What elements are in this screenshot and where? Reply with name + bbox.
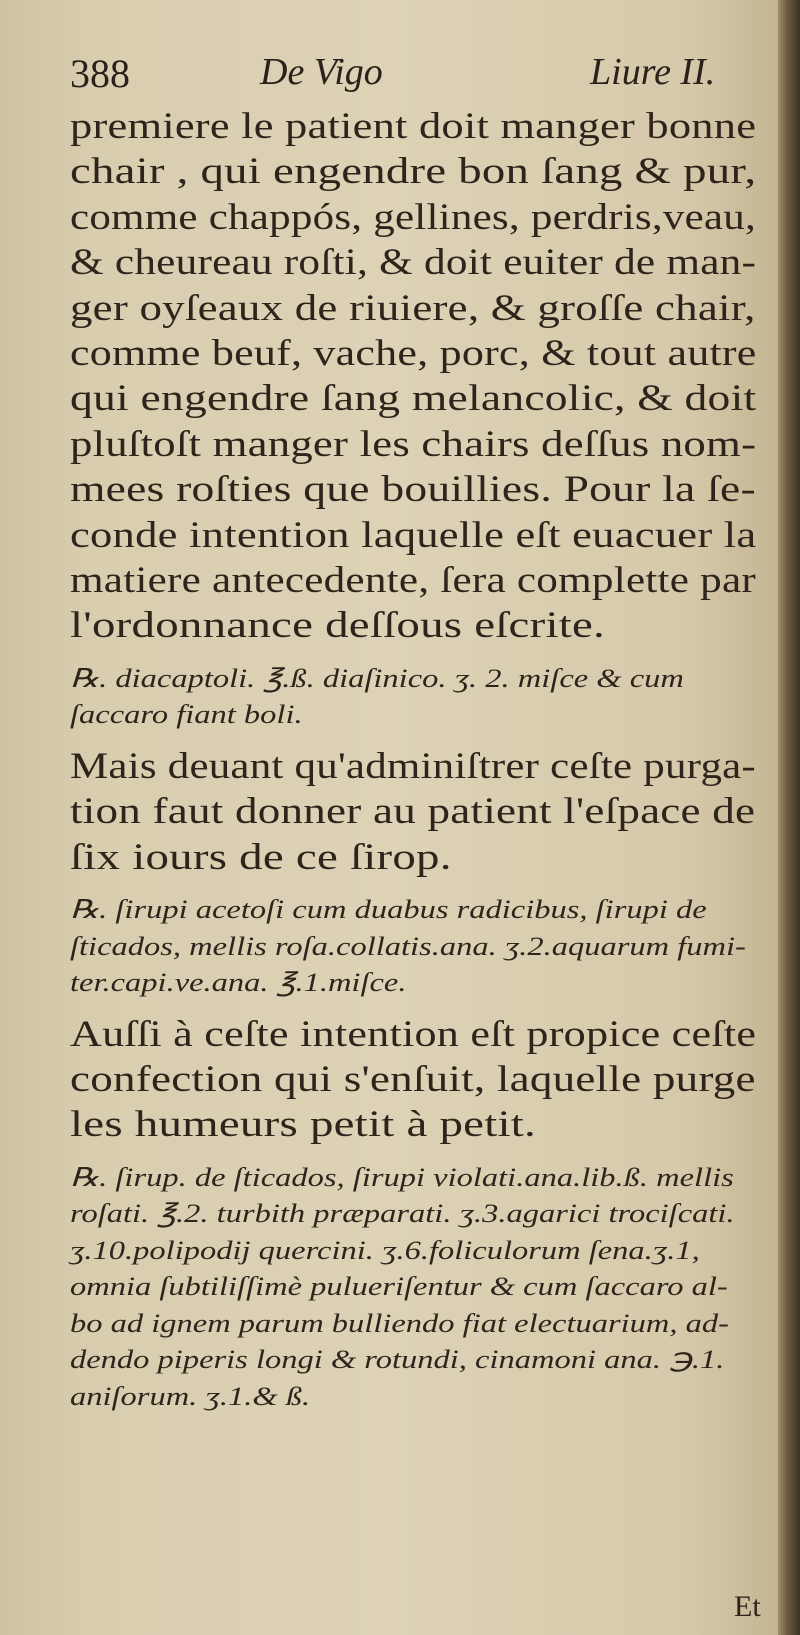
running-title: De Vigo — [260, 51, 383, 93]
text-line: comme chappós, gellines, perdris,veau, — [70, 196, 756, 238]
recipe-line: aniſorum. ʒ.1.& ß. — [70, 1381, 311, 1411]
recipe-line: ʒ.10.polipodij quercini. ʒ.6.foliculorum ſena.ʒ.1, — [70, 1235, 700, 1265]
text-line: tion faut donner au patient l'eſpace de — [70, 791, 756, 833]
text-line: l'ordonnance deſſous eſcrite. — [70, 605, 606, 647]
text-line: Auſſi à ceſte intention eſt propice ceſte — [70, 1013, 757, 1055]
recipe-line: ℞. ſirupi acetoſi cum duabus radicibus, ſirupi de — [70, 895, 707, 925]
recipe-line: ℞. diacaptoli. ℥.ß. diaſinico. ʒ. 2. miſce & cum — [70, 663, 684, 693]
catchword: Et — [734, 1590, 761, 1623]
text-line: premiere le patient doit manger bonne — [70, 106, 757, 147]
text-line: ger oyſeaux de riuiere, & groſſe chair, — [70, 287, 756, 329]
text-line: confection qui s'enſuit, laquelle purge — [70, 1059, 756, 1100]
text-line: les humeurs petit à petit. — [70, 1104, 537, 1146]
book-gutter — [778, 0, 800, 1635]
text-line: conde intention laquelle eſt euacuer la — [70, 514, 757, 556]
text-line: matiere antecedente, ſera complette par — [70, 560, 756, 602]
recipe-line: ℞. ſirup. de ſticados, ſirupi violati.ana.lib.ß. mellis — [70, 1162, 734, 1192]
recipe-line: ſaccaro fiant boli. — [70, 700, 303, 730]
text-line: ſix iours de ce ſirop. — [70, 836, 452, 878]
body-text — [70, 104, 760, 1415]
recipe-line: ter.capi.ve.ana. ℥.1.miſce. — [70, 968, 407, 998]
text-line: chair , qui engendre bon ſang & pur, — [70, 151, 757, 193]
recipe-line: bo ad ignem parum bulliendo fiat electuarium, ad- — [70, 1308, 729, 1338]
book-number: Liure II. — [590, 51, 716, 93]
recipe-line: omnia ſubtiliſſimè pulueriſentur & cum ſaccaro al- — [70, 1272, 728, 1302]
recipe-line: dendo piperis longi & rotundi, cinamoni ana. ℈.1. — [70, 1345, 725, 1375]
text-line: pluſtoſt manger les chairs deſſus nom- — [70, 423, 757, 465]
text-line: mees roſties que bouillies. Pour la ſe- — [70, 469, 756, 511]
text-line: qui engendre ſang melancolic, & doit — [70, 378, 757, 420]
text-line: comme beuf, vache, porc, & tout autre — [70, 333, 757, 375]
page-number: 388 — [70, 51, 130, 96]
recipe-line: roſati. ℥.2. turbith præparati. ʒ.3.agarici trociſcati. — [70, 1199, 735, 1229]
text-line: Mais deuant qu'adminiſtrer ceſte purga- — [70, 745, 756, 787]
text-line: & cheureau roſti, & doit euiter de man- — [70, 242, 757, 284]
recipe-line: ſticados, mellis roſa.collatis.ana. ʒ.2.aquarum fumi- — [70, 931, 746, 961]
page-header — [70, 46, 730, 106]
